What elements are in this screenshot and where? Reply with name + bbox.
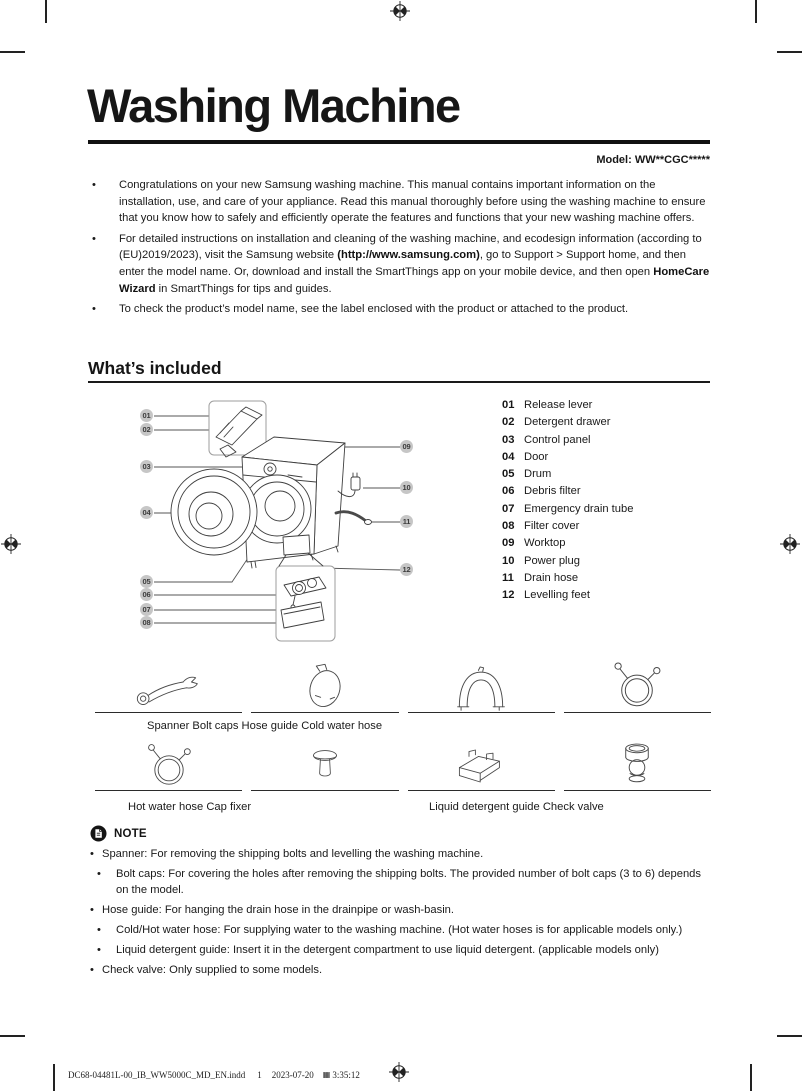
part-row: [502, 572, 633, 589]
bullet-marker: •: [97, 924, 101, 937]
callout-11-drain-hose: 11: [400, 515, 413, 528]
cold-water-hose-icon: [592, 658, 682, 712]
intro-text-segment: in SmartThings for tips and guides.: [155, 282, 332, 295]
intro-text: Congratulations on your new Samsung washing machine. This manual contains important information on the installation, use, and care of your appliance. Read this manual thoroughly before using the washing machine to ensure that you know how to safely and efficiently operate the features and functions that your new washing machine offers.: [119, 179, 706, 225]
registration-mark-icon: [1, 534, 21, 554]
footer-time: 3:35:12: [332, 1070, 360, 1080]
accessory-cell: [251, 737, 398, 791]
part-row: [502, 503, 633, 520]
footer-glyph: ▦: [322, 1070, 331, 1079]
note-text: Liquid detergent guide: Insert it in the detergent compartment to use liquid detergent. (applicable models only): [116, 944, 659, 957]
footer-crop-bar: [53, 1064, 55, 1091]
trim-mark: [777, 51, 802, 53]
part-label: Release lever: [524, 399, 593, 411]
accessory-cell: [95, 656, 242, 713]
note-text: Spanner: For removing the shipping bolts and levelling the washing machine.: [102, 848, 484, 860]
parts-legend: [502, 399, 633, 607]
note-bullet: [88, 846, 716, 862]
bullet-marker: •: [92, 232, 96, 245]
intro-bullet: [88, 231, 714, 297]
section-rule: [88, 381, 710, 383]
registration-mark-icon: [780, 534, 800, 554]
note-text: Hose guide: For hanging the drain hose in the drainpipe or wash-basin.: [102, 904, 455, 917]
part-label: Levelling feet: [524, 589, 590, 602]
accessory-cell: [95, 737, 242, 791]
footer-imprint: [68, 1070, 360, 1080]
callout-09-worktop: 09: [400, 440, 413, 453]
accessories-row2-caption-right: Liquid detergent guide Check valve: [429, 801, 604, 813]
callout-01-release-lever: 01: [140, 409, 153, 422]
accessories-row-1: [95, 656, 711, 713]
spanner-icon: [124, 662, 214, 712]
registration-mark-icon: [390, 1, 410, 21]
part-label: Door: [524, 450, 549, 463]
accessories-row1-caption: Spanner Bolt caps Hose guide Cold water hose: [147, 720, 383, 732]
intro-list: [88, 177, 714, 322]
accessory-cell: [564, 656, 711, 713]
part-row: [502, 520, 633, 537]
accessory-cell: [251, 656, 398, 713]
part-label: Power plug: [524, 554, 580, 567]
bullet-marker: •: [90, 904, 94, 917]
callout-04-door: 04: [140, 506, 153, 519]
registration-mark-icon: [389, 1062, 409, 1082]
part-number: 09: [502, 537, 515, 550]
bullet-marker: •: [97, 867, 101, 880]
check-valve-icon: [592, 738, 682, 790]
part-number: 02: [502, 416, 515, 429]
part-number: 05: [502, 468, 515, 481]
accessory-cell: [408, 737, 555, 791]
intro-text: To check the product’s model name, see the label enclosed with the product or attached to the product.: [119, 303, 629, 316]
callout-02-detergent-drawer: 02: [140, 423, 153, 436]
title-rule: [88, 140, 710, 144]
part-label: Control panel: [524, 433, 591, 446]
cap-fixer-icon: [280, 744, 370, 790]
bullet-marker: •: [90, 963, 94, 976]
accessory-cell: [564, 737, 711, 791]
part-number: 10: [502, 554, 515, 567]
footer-crop-bar: [750, 1064, 752, 1091]
part-label: Debris filter: [524, 485, 581, 498]
note-label: NOTE: [114, 827, 147, 840]
bullet-marker: •: [97, 944, 101, 957]
part-row: [502, 555, 633, 572]
note-bullet: [88, 942, 716, 958]
part-number: 07: [502, 502, 515, 515]
callout-05-drum: 05: [140, 575, 153, 588]
intro-text-segment: , go to Support > Support home, and then enter the model name. Or, download and install the SmartThings app on your mobile device, and then open: [119, 249, 686, 278]
intro-text: [119, 231, 714, 297]
bullet-marker: •: [92, 303, 96, 316]
part-number: 04: [502, 450, 515, 463]
bullet-marker: •: [90, 848, 94, 860]
part-number: 12: [502, 589, 515, 602]
part-row: [502, 537, 633, 554]
part-row: [502, 399, 633, 416]
part-number: 01: [502, 399, 515, 411]
trim-mark: [45, 0, 47, 23]
trim-mark: [755, 0, 757, 23]
part-row: [502, 451, 633, 468]
part-label: Detergent drawer: [524, 416, 611, 429]
note-header: [90, 825, 147, 842]
note-bullet: [88, 922, 716, 938]
callout-10-power-plug: 10: [400, 481, 413, 494]
part-label: Emergency drain tube: [524, 502, 634, 515]
part-label: Filter cover: [524, 520, 580, 533]
page-title: Washing Machine: [87, 79, 460, 132]
part-label: Drum: [524, 468, 552, 481]
note-bullet: [88, 866, 716, 899]
callout-12-levelling-feet: 12: [400, 563, 413, 576]
part-row: [502, 485, 633, 502]
note-list: [88, 846, 716, 982]
footer-filename: DC68-04481L-00_IB_WW5000C_MD_EN.indd: [68, 1070, 246, 1080]
part-number: 06: [502, 485, 515, 498]
part-label: Worktop: [524, 537, 566, 550]
model-number: Model: WW**CGC*****: [596, 154, 710, 166]
part-row: [502, 434, 633, 451]
trim-mark: [0, 1035, 25, 1037]
footer-page-number: 1: [257, 1070, 262, 1080]
callout-07-emergency-drain-tube: 07: [140, 603, 153, 616]
part-row: [502, 468, 633, 485]
note-text: Bolt caps: For covering the holes after removing the shipping bolts. The provided number of bolt caps (3 to 6) depends on the model.: [116, 867, 701, 897]
callout-06-debris-filter: 06: [140, 588, 153, 601]
intro-bullet: [88, 177, 714, 227]
trim-mark: [0, 51, 25, 53]
accessories-row-2: [95, 737, 711, 791]
part-number: 08: [502, 520, 515, 533]
footer-date: 2023-07-20: [271, 1070, 314, 1080]
accessory-cell: [408, 656, 555, 713]
whats-included-heading: What’s included: [88, 358, 222, 378]
part-number: 03: [502, 433, 515, 446]
note-bullet: [88, 902, 716, 918]
homecare-wizard-label: HomeCare Wizard: [119, 265, 710, 295]
callout-08-filter-cover: 08: [140, 616, 153, 629]
accessories-row2-caption-left: Hot water hose Cap fixer: [128, 801, 252, 813]
samsung-website-link[interactable]: (http://www.samsung.com): [337, 249, 480, 262]
hot-water-hose-icon: [124, 740, 214, 790]
callout-03-control-panel: 03: [140, 460, 153, 473]
intro-text-segment: For detailed instructions on installation and cleaning of the washing machine, and ecodesign information (according to (EU)2019/2023), visit the Samsung website: [119, 232, 702, 262]
washing-machine-line-art: [130, 395, 430, 653]
liquid-detergent-guide-icon: [436, 742, 526, 790]
part-number: 11: [502, 571, 514, 584]
trim-mark: [777, 1035, 802, 1037]
note-icon: [90, 825, 107, 842]
hose-guide-icon: [436, 660, 526, 712]
note-bullet: [88, 962, 716, 978]
part-label: Drain hose: [524, 571, 579, 584]
part-row: [502, 416, 633, 433]
bolt-cap-icon: [280, 660, 370, 712]
note-text: Cold/Hot water hose: For supplying water to the washing machine. (Hot water hoses is for applicable models only.): [116, 924, 683, 937]
washing-machine-diagram: [130, 395, 430, 653]
note-text: Check valve: Only supplied to some models.: [102, 963, 323, 976]
bullet-marker: •: [92, 179, 96, 191]
part-row: [502, 589, 633, 606]
intro-bullet: [88, 301, 714, 318]
